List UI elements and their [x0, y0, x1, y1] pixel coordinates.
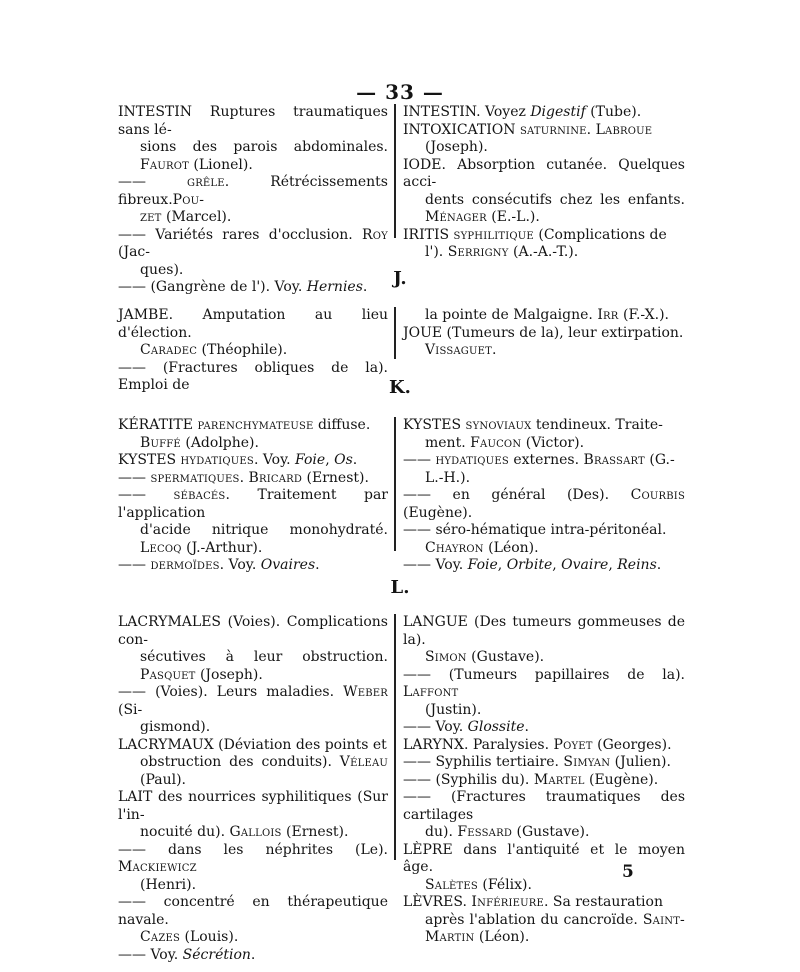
entry-head: —— hydatiques externes. Brassart (G.- [403, 452, 675, 468]
entry-head: —— (Voies). Leurs maladies. Weber (Si- [118, 684, 388, 718]
entry-head: LACRYMAUX (Déviation des points et [118, 736, 387, 753]
index-entry [403, 754, 685, 772]
column-rule [394, 614, 396, 860]
index-entry [118, 487, 388, 557]
entry-continuation: Salètes (Félix). [425, 876, 532, 893]
entry-continuation: nocuité du). Gallois (Ernest). [140, 824, 349, 840]
entry-continuation: après l'ablation du cancroïde. Saint-Martin (Léon). [425, 911, 685, 945]
index-entry [118, 470, 388, 488]
index-entry [403, 227, 685, 262]
letter-heading-j: J. [393, 268, 407, 289]
entry-head: —— grêle. Rétrécissements fibreux.Pou- [118, 174, 388, 208]
entry-head: LÈPRE dans l'antiquité et le moyen âge. [403, 841, 685, 875]
index-entry [118, 307, 388, 360]
index-entry [403, 307, 685, 325]
entry-head: —— Voy. Sécrétion. [118, 946, 256, 963]
entry-continuation: L.-H.). [425, 469, 471, 486]
index-entry [403, 772, 685, 790]
entry-head: INTESTIN Ruptures traumatiques sans lé- [118, 104, 388, 138]
index-entry [118, 789, 388, 842]
column-left [118, 417, 388, 575]
entry-continuation: Caradec (Théophile). [140, 342, 288, 358]
entry-head: —— séro-hématique intra-péritonéal. [403, 522, 667, 538]
column-rule [394, 104, 396, 238]
letter-heading-k: K. [389, 377, 411, 398]
entry-continuation: (Henri). [140, 876, 197, 893]
index-entry [403, 737, 685, 755]
index-entry [118, 842, 388, 895]
entry-head: —— concentré en thérapeutique navale. [118, 894, 388, 928]
entry-continuation: (Justin). [425, 701, 482, 718]
entry-head: IODE. Absorption cutanée. Quelques acci- [403, 156, 685, 190]
index-entry [403, 325, 685, 360]
entry-head: —— (Tumeurs papillaires de la). Laffont [403, 666, 685, 700]
entry-head: —— Voy. Glossite. [403, 719, 529, 735]
index-entry [403, 557, 685, 575]
entry-continuation: gismond). [140, 719, 211, 735]
index-entry [118, 174, 388, 227]
index-entry [118, 104, 388, 174]
entry-head: —— spermatiques. Bricard (Ernest). [118, 469, 369, 486]
index-entry [403, 614, 685, 667]
section-l [118, 614, 685, 963]
index-entry [403, 667, 685, 720]
entry-continuation: Buffé (Adolphe). [140, 434, 259, 451]
index-entry [403, 522, 685, 557]
entry-continuation: l'). Serrigny (A.-A.-T.). [425, 244, 579, 260]
entry-head: LÈVRES. Inférieure. Sa restauration [403, 894, 663, 910]
index-entry [118, 452, 388, 470]
section-k [118, 417, 685, 573]
entry-head: IRITIS syphilitique (Complications de [403, 226, 667, 243]
index-entry [403, 719, 685, 737]
index-entry [118, 894, 388, 947]
index-entry [403, 122, 685, 157]
entry-head: JOUE (Tumeurs de la), leur extirpation. [403, 324, 684, 341]
entry-continuation: du). Fessard (Gustave). [425, 824, 590, 840]
entry-head: INTESTIN. Voyez Digestif (Tube). [403, 104, 642, 120]
entry-continuation: (Joseph). [425, 139, 488, 155]
index-entry [118, 417, 388, 452]
column-rule [394, 307, 396, 359]
section-i [118, 104, 685, 295]
index-entry [403, 452, 685, 487]
entry-continuation: la pointe de Malgaigne. Irr (F.-X.). [425, 307, 669, 323]
entry-head: —— dans les néphrites (Le). Mackiewicz [118, 841, 388, 875]
entry-head: INTOXICATION saturnine. Labroue [403, 121, 653, 138]
column-left [118, 614, 388, 964]
index-entry [118, 614, 388, 684]
column-right [403, 307, 685, 360]
footer-signature: 5 [622, 862, 634, 882]
index-entry [118, 557, 388, 575]
entry-head: —— (Fractures traumatiques des cartilages [403, 789, 685, 823]
column-rule [394, 417, 396, 551]
column-right [403, 104, 685, 262]
index-entry [403, 842, 685, 895]
entry-continuation: zet (Marcel). [140, 209, 232, 225]
index-entry [403, 104, 685, 122]
entry-continuation: sécutives à leur obstruction. Pasquet (Joseph). [140, 649, 388, 683]
entry-continuation: ques). [140, 261, 184, 278]
entry-head: KYSTES hydatiques. Voy. Foie, Os. [118, 452, 358, 468]
index-entry [403, 894, 685, 947]
entry-head: —— (Gangrène de l'). Voy. Hernies. [118, 279, 368, 295]
entry-head: —— Syphilis tertiaire. Simyan (Julien). [403, 754, 671, 770]
entry-head: LARYNX. Paralysies. Poyet (Georges). [403, 736, 672, 753]
section-j [118, 307, 684, 393]
page-number: — 33 — [356, 80, 444, 104]
entry-head: —— (Fractures obliques de la). Emploi de [118, 359, 388, 393]
column-right [403, 614, 685, 947]
entry-head: —— (Syphilis du). Martel (Eugène). [403, 771, 659, 788]
index-entry [403, 789, 685, 842]
letter-heading-l: L. [390, 577, 410, 598]
entry-head: —— Variétés rares d'occlusion. Roy (Jac- [118, 226, 388, 260]
entry-continuation: obstruction des conduits). Véleau (Paul). [140, 754, 388, 788]
entry-head: KYSTES synoviaux tendineux. Traite- [403, 417, 663, 433]
entry-head: —— dermoïdes. Voy. Ovaires. [118, 557, 320, 573]
column-right [403, 417, 685, 575]
entry-continuation: d'acide nitrique monohydraté. Lecoq (J.-Arthur). [140, 522, 388, 556]
entry-continuation: Simon (Gustave). [425, 649, 545, 665]
index-entry [403, 417, 685, 452]
entry-head: —— Voy. Foie, Orbite, Ovaire, Reins. [403, 557, 662, 573]
entry-head: LANGUE (Des tumeurs gommeuses de la). [403, 614, 685, 648]
entry-continuation: dents consécutifs chez les enfants. Ménager (E.-L.). [425, 191, 685, 225]
index-entry [118, 737, 388, 790]
entry-head: —— en général (Des). Courbis (Eugène). [403, 487, 685, 521]
entry-head: LAIT des nourrices syphilitiques (Sur l'in- [118, 789, 388, 823]
entry-continuation: ment. Faucon (Victor). [425, 434, 585, 451]
index-entry [118, 684, 388, 737]
entry-continuation: sions des parois abdominales. Faurot (Lionel). [140, 139, 388, 173]
entry-continuation: Chayron (Léon). [425, 539, 539, 556]
entry-head: KÉRATITE parenchymateuse diffuse. [118, 417, 371, 433]
entry-head: JAMBE. Amputation au lieu d'élection. [118, 307, 388, 341]
entry-continuation: Vissaguet. [425, 342, 497, 358]
entry-continuation: Cazes (Louis). [140, 929, 239, 945]
index-entry [403, 157, 685, 227]
entry-head: —— sébacés. Traitement par l'application [118, 487, 388, 521]
index-entry [118, 947, 388, 965]
index-entry [403, 487, 685, 522]
entry-head: LACRYMALES (Voies). Complications con- [118, 614, 388, 648]
